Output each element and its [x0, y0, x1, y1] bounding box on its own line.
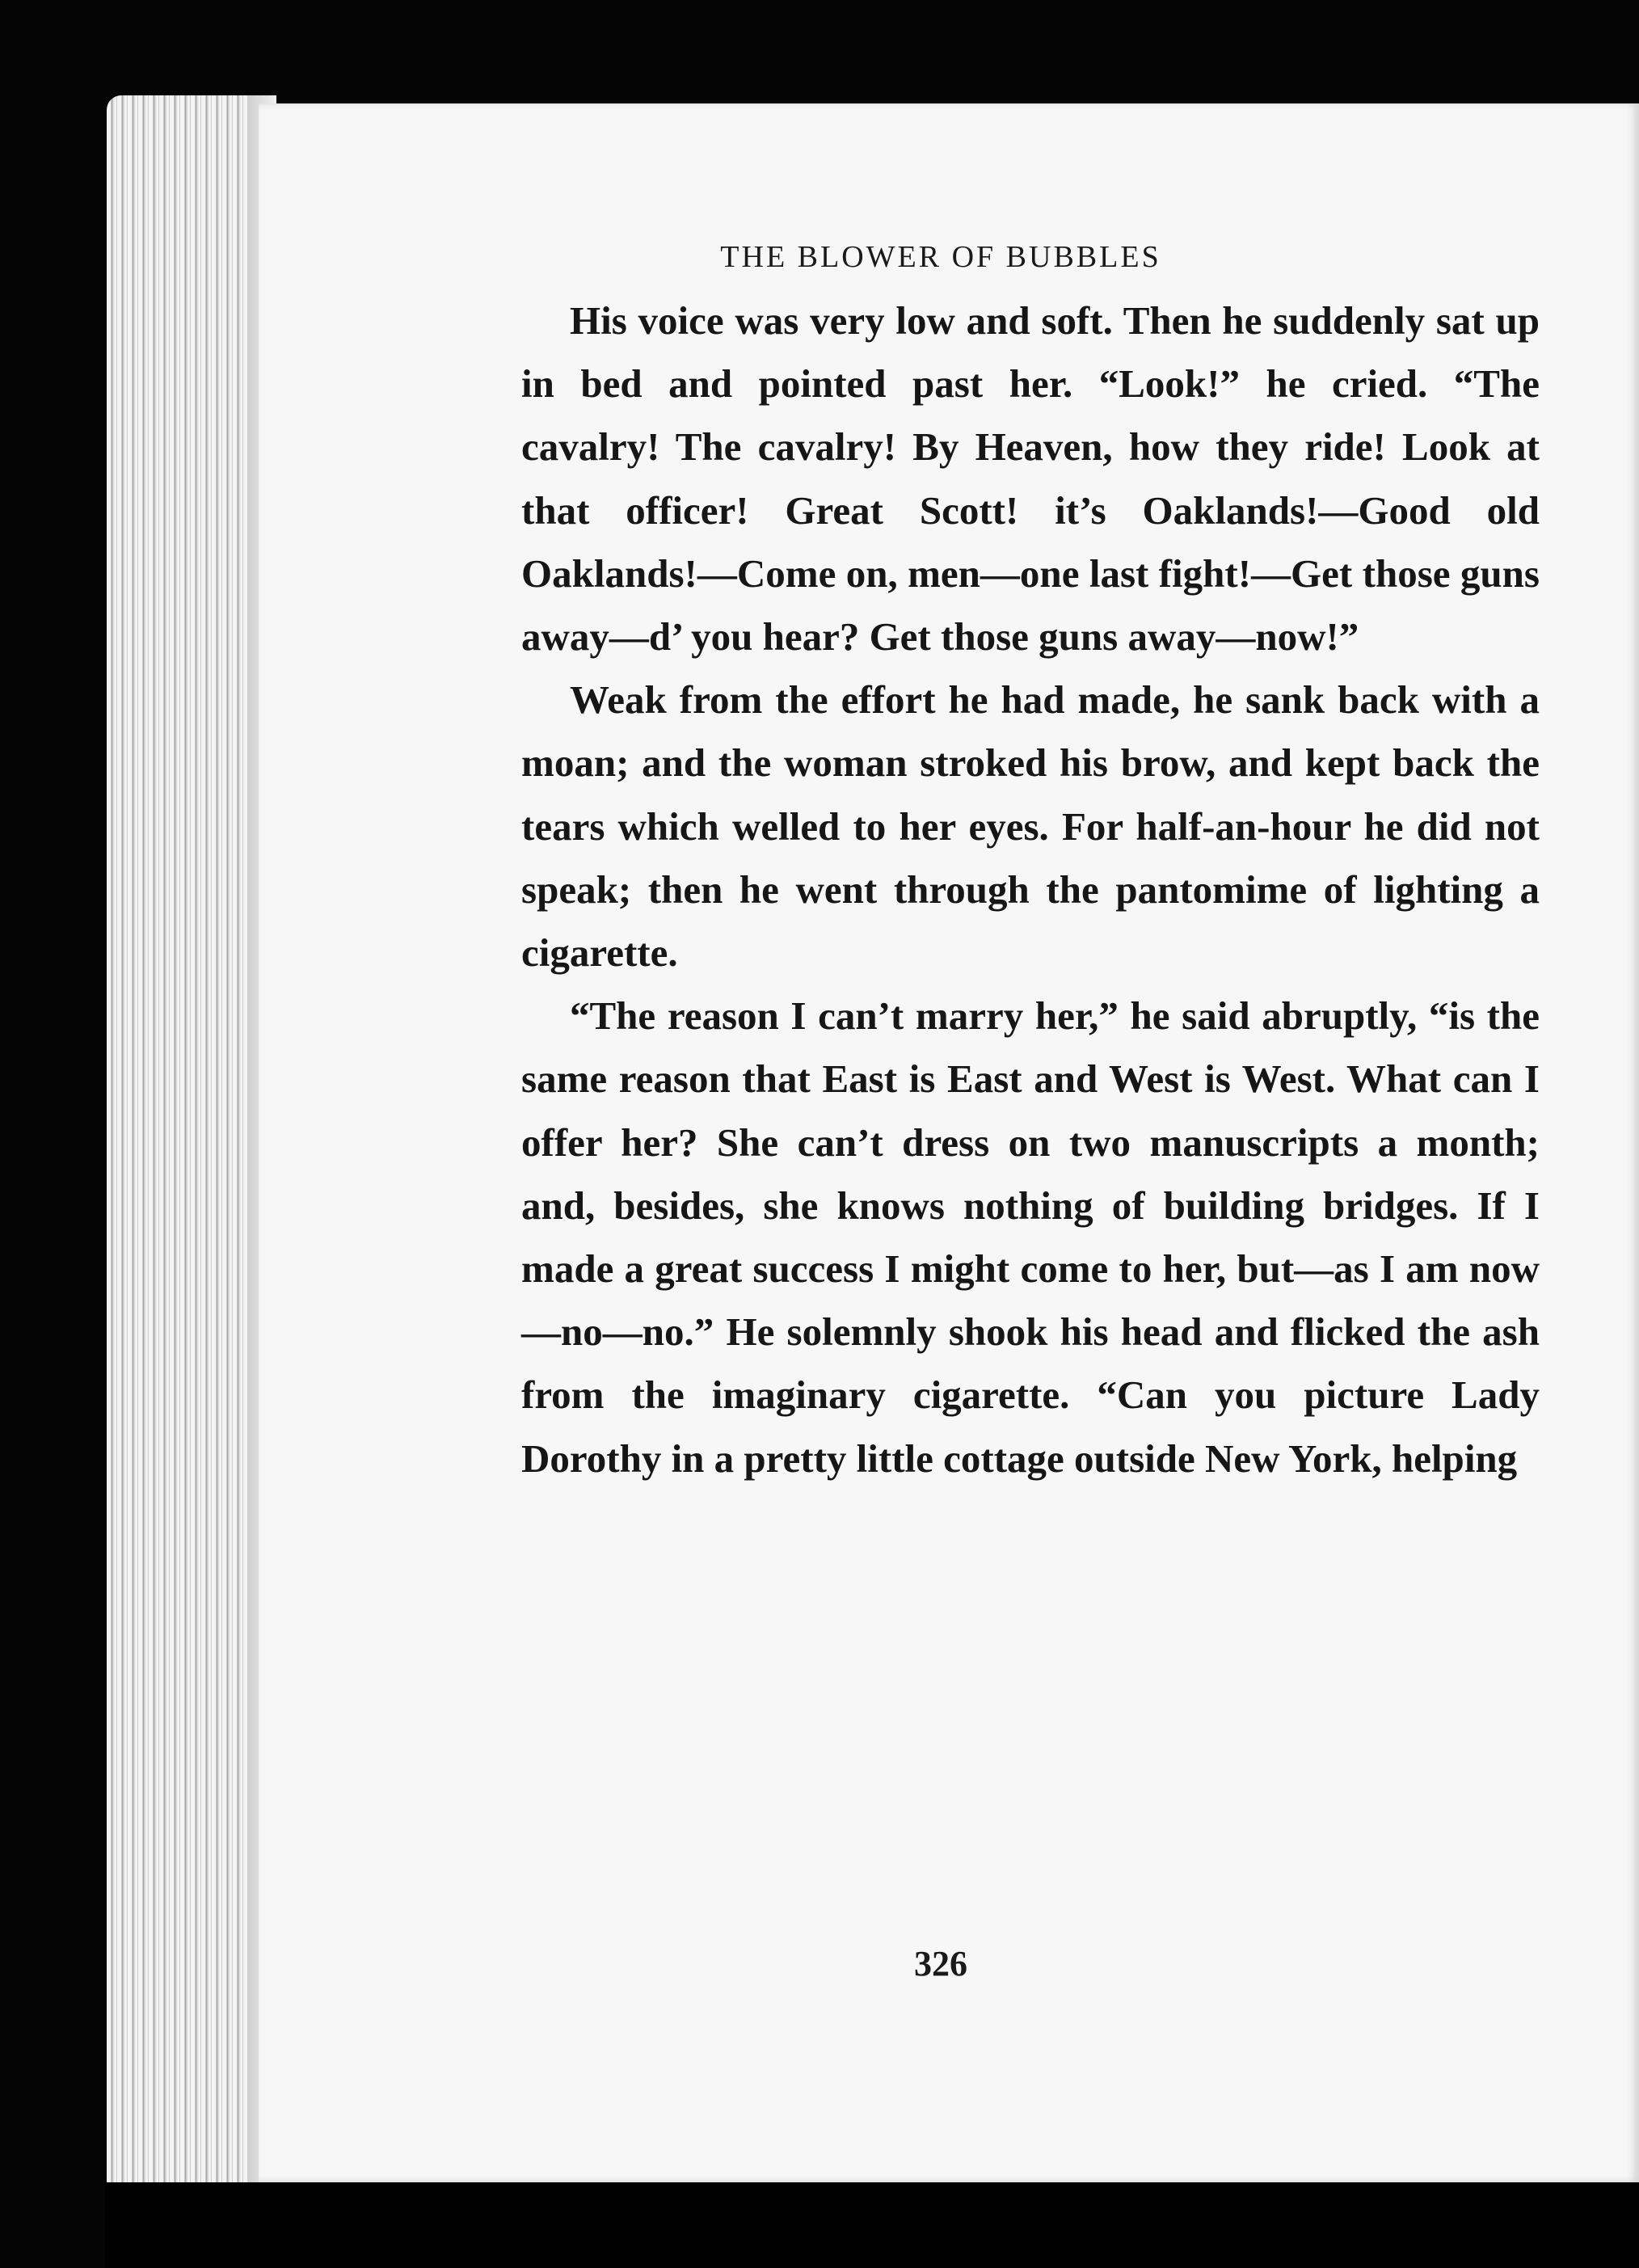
page-number: 326 [914, 1944, 967, 1983]
body-text [521, 289, 1540, 1490]
paragraph-2: Weak from the effort he had made, he sank back with a moan; and the woman stroked his brow, and kept back the tears which welled to her eyes. For half-an-hour he did not speak; then he went through the pantomime of lighting a cigarette. [521, 677, 1540, 976]
book-page [259, 103, 1639, 2182]
paragraph-1: His voice was very low and soft. Then he suddenly sat up in bed and pointed past her. “Look!” he cried. “The cavalry! The cavalry! By Heaven, how they ride! Look at that officer! Great Scott! it’s Oaklands!—Good old Oaklands!—Come on, men—one last fight!—Get those guns away—d’ you hear? Get those guns away—now!” [521, 298, 1540, 660]
scan-border [105, 2182, 1639, 2268]
paragraph-3: “The reason I can’t marry her,” he said abruptly, “is the same reason that East is East and West is West. What can I offer her? She can’t dress on two manuscripts a month; and, besides, she knows nothing of building bridges. If I made a great success I might come to her, but—as I am now—no—no.” He solemnly shook his head and flicked the ash from the imaginary cigarette. “Can you picture Lady Dorothy in a pretty little cottage outside New York, helping [521, 993, 1540, 1481]
page-edges [107, 95, 276, 2197]
running-head: THE BLOWER OF BUBBLES [720, 240, 1161, 274]
